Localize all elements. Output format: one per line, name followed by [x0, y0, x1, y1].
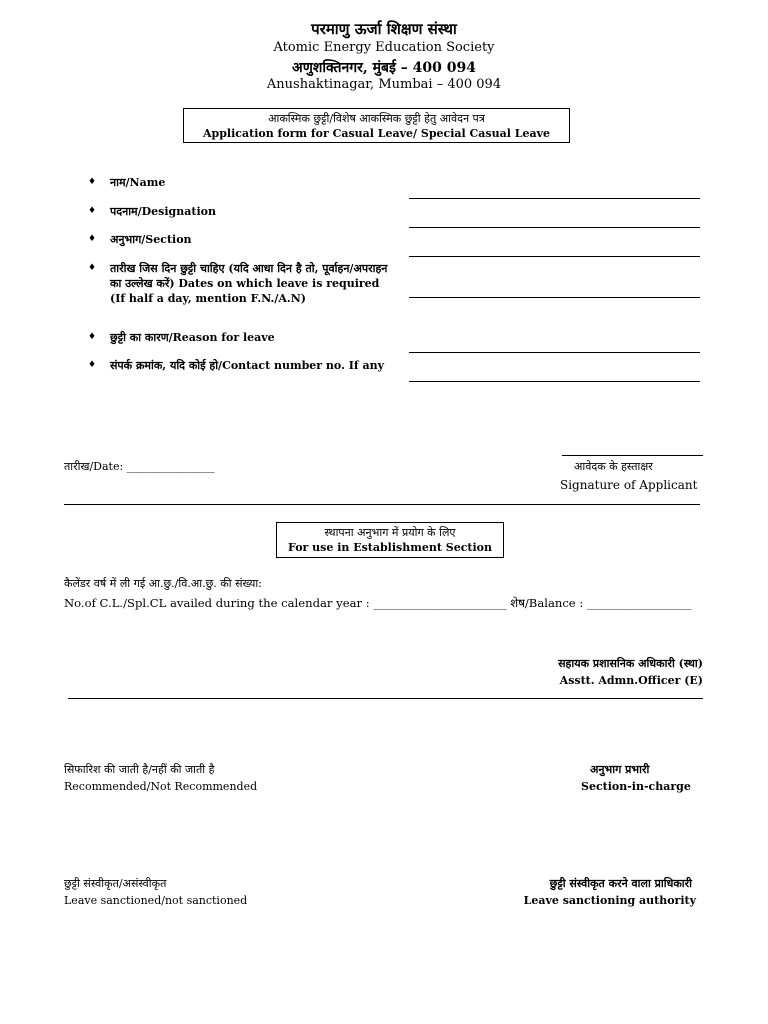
sanction-hindi: छुट्टी संस्वीकृत/असंस्वीकृत — [64, 877, 167, 890]
signature-label-english: Signature of Applicant — [560, 478, 698, 492]
field-section-label: अनुभाग/Section — [110, 233, 192, 246]
field-designation — [88, 204, 398, 219]
org-name-hindi: परमाणु ऊर्जा शिक्षण संस्था — [311, 20, 457, 38]
field-leave-dates-label: तारीख जिस दिन छुट्टी चाहिए (यदि आधा दिन है तो, पूर्वाहन/अपराहन का उल्लेख करें) Dates on which leave is required (If half a day, mention F.N./A.N) — [110, 262, 388, 305]
bullet-icon: ♦ — [88, 332, 97, 342]
address-english: Anushaktinagar, Mumbai – 400 094 — [266, 77, 502, 92]
sanctioning-authority-english: Leave sanctioning authority — [523, 894, 696, 907]
sanction-english: Leave sanctioned/not sanctioned — [64, 894, 248, 907]
form-title-english: Application form for Casual Leave/ Special Casual Leave — [203, 127, 550, 140]
contact-input-line[interactable] — [409, 381, 700, 382]
recommendation-hindi: सिफारिश की जाती है/नहीं की जाती है — [64, 763, 215, 776]
establishment-hindi: स्थापना अनुभाग में प्रयोग के लिए — [324, 526, 456, 539]
reason-input-line[interactable] — [409, 352, 700, 353]
admin-officer-english: Asstt. Admn.Officer (E) — [559, 674, 703, 687]
bullet-icon: ♦ — [88, 206, 97, 216]
form-title-box — [183, 108, 570, 143]
signature-label-hindi: आवेदक के हस्ताक्षर — [574, 460, 653, 473]
section-incharge-hindi: अनुभाग प्रभारी — [590, 763, 650, 776]
name-input-line[interactable] — [409, 198, 700, 199]
field-section — [88, 232, 398, 247]
establishment-english: For use in Establishment Section — [288, 541, 492, 554]
field-name — [88, 175, 398, 190]
bullet-icon: ♦ — [88, 360, 97, 370]
date-field[interactable]: तारीख/Date: ________________ — [64, 460, 215, 473]
bullet-icon: ♦ — [88, 234, 97, 244]
org-name-english: Atomic Energy Education Society — [273, 40, 495, 55]
section-input-line[interactable] — [409, 256, 700, 257]
cl-count-english[interactable]: No.of C.L./Spl.CL availed during the calendar year : _______________________ शेष/Balance : __________________ — [64, 596, 692, 610]
field-leave-dates — [88, 261, 393, 306]
field-reason-label: छुट्टी का कारण/Reason for leave — [110, 331, 275, 344]
bullet-icon: ♦ — [88, 177, 97, 187]
field-designation-label: पदनाम/Designation — [110, 205, 216, 218]
signature-line[interactable] — [562, 455, 703, 456]
leave-dates-input-line[interactable] — [409, 297, 700, 298]
recommendation-english: Recommended/Not Recommended — [64, 780, 258, 793]
establishment-box — [276, 522, 504, 558]
field-contact — [88, 358, 388, 373]
bullet-icon: ♦ — [88, 263, 97, 273]
section-incharge-english: Section-in-charge — [581, 780, 691, 793]
form-title-hindi: आकस्मिक छुट्टी/विशेष आकस्मिक छुट्टी हेतु आवेदन पत्र — [268, 112, 485, 125]
field-name-label: नाम/Name — [110, 176, 166, 189]
section-divider — [64, 504, 700, 505]
cl-count-hindi: कैलेंडर वर्ष में ली गई आ.छु./वि.आ.छु. की संख्या: — [64, 577, 262, 590]
address-hindi: अणुशक्तिनगर, मुंबई – 400 094 — [292, 60, 476, 76]
admin-officer-hindi: सहायक प्रशासनिक अधिकारी (स्था) — [558, 657, 703, 670]
sanctioning-authority-hindi: छुट्टी संस्वीकृत करने वाला प्राधिकारी — [549, 877, 692, 890]
field-reason — [88, 330, 398, 345]
designation-input-line[interactable] — [409, 227, 700, 228]
field-contact-label: संपर्क क्रमांक, यदि कोई हो/Contact number no. If any — [110, 359, 384, 372]
section-divider-2 — [68, 698, 703, 699]
